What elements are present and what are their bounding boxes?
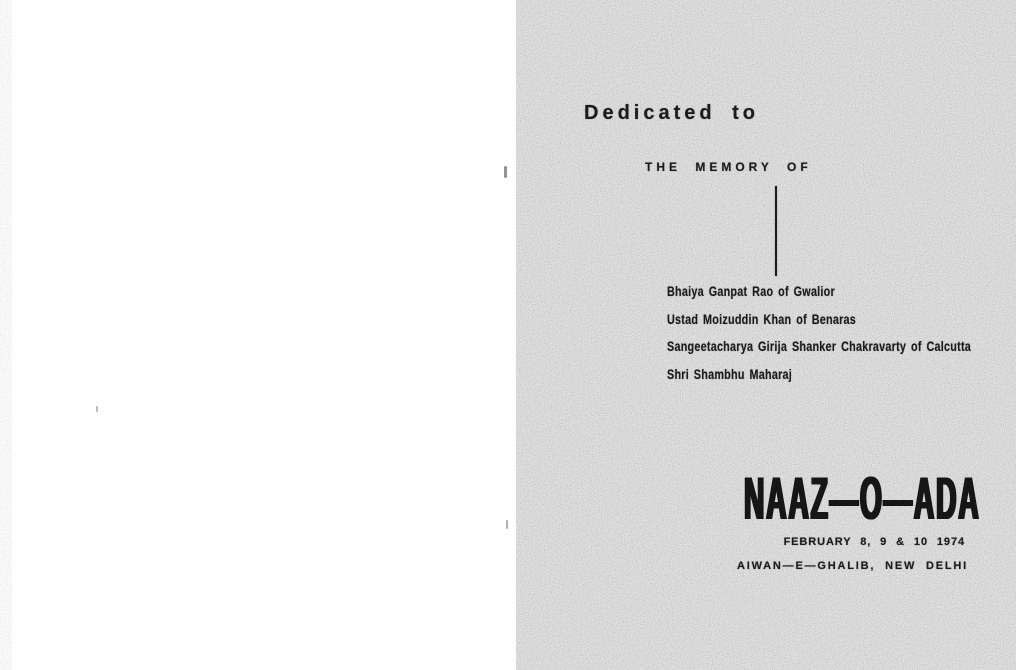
event-title: NAAZ—O—ADA: [743, 465, 980, 532]
honoree-item: Shri Shambhu Maharaj: [667, 366, 793, 382]
event-venue: AIWAN—E—GHALIB, NEW DELHI: [737, 560, 968, 572]
honoree-item: Sangeetacharya Girija Shanker Chakravarty of Calcutta: [667, 339, 972, 354]
scan-right-margin: [1016, 0, 1020, 670]
honoree-item: Ustad Moizuddin Khan of Benaras: [667, 311, 857, 327]
memory-of-line: THE MEMORY OF: [645, 160, 812, 174]
honoree-item: Bhaiya Ganpat Rao of Gwalior: [667, 284, 835, 299]
event-dates: FEBRUARY 8, 9 & 10 1974: [783, 536, 965, 548]
memorial-vertical-rule: [775, 186, 777, 276]
honoree-list: [667, 278, 971, 388]
scan-speck: [506, 520, 508, 529]
scan-speck: [96, 406, 98, 412]
left-edge-grain-texture: [0, 0, 12, 670]
scan-speck: [504, 166, 507, 178]
dedication-heading: Dedicated to: [584, 102, 760, 124]
dedication-page: [516, 0, 1020, 670]
